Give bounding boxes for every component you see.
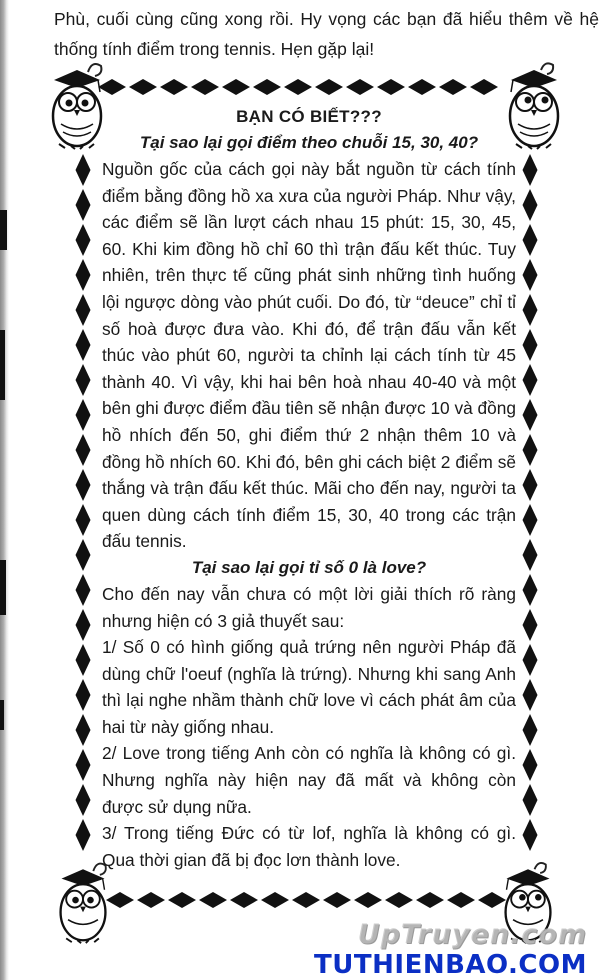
border-diamond-left [76,714,91,746]
border-diamond-top [160,79,188,95]
border-diamond-bottom [416,892,444,908]
border-diamond-left [76,469,91,501]
border-diamond-right [523,399,538,431]
border-diamond-bottom [137,892,165,908]
border-diamond-top [222,79,250,95]
border-diamond-left [76,819,91,851]
border-diamond-right [523,259,538,291]
border-diamond-top [253,79,281,95]
border-diamond-left [76,399,91,431]
border-diamond-top [346,79,374,95]
border-diamond-right [523,189,538,221]
love-hypothesis-2: 2/ Love trong tiếng Anh còn có nghĩa là không có gì. Nhưng nghĩa này hiện nay đã mất và không còn được sử dụng nữa. [102,743,516,817]
border-diamond-right [523,434,538,466]
border-diamond-left [76,574,91,606]
love-intro-paragraph: Cho đến nay vẫn chưa có một lời giải thích rõ ràng nhưng hiện có 3 giả thuyết sau: [102,583,516,631]
watermark-uptruyen: UpTruyen.com [357,919,587,950]
border-diamond-top [315,79,343,95]
border-diamond-left [76,644,91,676]
border-diamond-right [523,539,538,571]
box-heading: BẠN CÓ BIẾT??? [236,107,382,126]
section-title-love: Tại sao lại gọi tỉ số 0 là love? [191,557,427,577]
border-diamond-left [76,364,91,396]
scoring-paragraph: Nguồn gốc của cách gọi này bắt nguồn từ cách tính điểm bằng đồng hồ xa xưa của người Pháp. Như vậy, các điểm sẽ lần lượt cách nhau 15 phút: 15, 30, 45, 60. Khi kim đồng hồ chỉ 60 thì trận đấu kết thúc. Tuy nhiên, trên thực tế cũng phát sinh những tình huống lội ngược dòng vào phút cuối. Do đó, từ “deuce” chỉ tỉ số hoà được đưa vào. Khi đó, để trận đấu vẫn kết thúc vào phút 60, người ta chỉnh lại cách tính từ 45 thành 40. Vì vậy, khi hai bên hoà nhau 40-40 và một bên ghi được điểm đầu tiên sẽ nhận được 10 và đồng hồ nhích đến 50, ghi điểm thứ 2 nhận thêm 10 và đồng hồ nhích 60. Khi đó, bên ghi cách biệt 2 điểm sẽ thắng và trận đấu kết thúc. Mãi cho đến nay, người ta quen dùng cách tính điểm 15, 30, 40 trong các trận đấu tennis. [102,159,516,552]
border-diamond-right [523,609,538,641]
watermark-tuthienbao: TUTHIENBAO.COM [314,950,587,980]
border-diamond-bottom [354,892,382,908]
border-diamond-right [523,154,538,186]
border-diamond-top [470,79,498,95]
border-diamond-top [439,79,467,95]
did-you-know-box [102,104,516,873]
intro-text: Phù, cuối cùng cũng xong rồi. Hy vọng các bạn đã hiểu thêm về hệ thống tính điểm trong tennis. Hẹn gặp lại! [54,9,599,59]
love-hypothesis-1: 1/ Số 0 có hình giống quả trứng nên người Pháp đã dùng chữ l'oeuf (nghĩa là trứng). Nhưng khi sang Anh thì lại nghe nhầm thành chữ love vì cách phát âm của hai từ này giống nhau. [102,637,516,737]
border-diamond-right [523,364,538,396]
border-diamond-left [76,154,91,186]
border-diamond-right [523,749,538,781]
border-diamond-top [377,79,405,95]
border-diamond-right [523,504,538,536]
border-diamond-bottom [323,892,351,908]
border-diamond-bottom [385,892,413,908]
border-diamond-right [523,644,538,676]
border-diamond-right [523,714,538,746]
border-diamond-left [76,749,91,781]
border-diamond-left [76,189,91,221]
border-diamond-top [408,79,436,95]
border-diamond-top [191,79,219,95]
border-diamond-bottom [261,892,289,908]
border-diamond-left [76,259,91,291]
border-diamond-right [523,574,538,606]
border-diamond-right [523,469,538,501]
border-diamond-top [129,79,157,95]
border-diamond-bottom [230,892,258,908]
border-diamond-bottom [168,892,196,908]
border-diamond-left [76,434,91,466]
border-diamond-top [284,79,312,95]
border-diamond-right [523,819,538,851]
border-diamond-left [76,224,91,256]
watermark [314,920,587,980]
love-hypothesis-3: 3/ Trong tiếng Đức có từ lof, nghĩa là không có gì. Qua thời gian đã bị đọc lơn thành love. [102,823,516,870]
border-diamond-left [76,504,91,536]
border-diamond-left [76,784,91,816]
border-diamond-left [76,679,91,711]
border-diamond-bottom [199,892,227,908]
border-diamond-left [76,294,91,326]
border-diamond-left [76,539,91,571]
border-diamond-right [523,294,538,326]
owl-mascot-icon [44,58,110,150]
border-diamond-bottom [447,892,475,908]
border-diamond-right [523,329,538,361]
border-diamond-right [523,679,538,711]
border-diamond-right [523,224,538,256]
border-diamond-left [76,609,91,641]
border-diamond-right [523,784,538,816]
section-title-scoring: Tại sao lại gọi điểm theo chuỗi 15, 30, 40? [139,133,479,152]
border-diamond-left [76,329,91,361]
border-diamond-bottom [292,892,320,908]
